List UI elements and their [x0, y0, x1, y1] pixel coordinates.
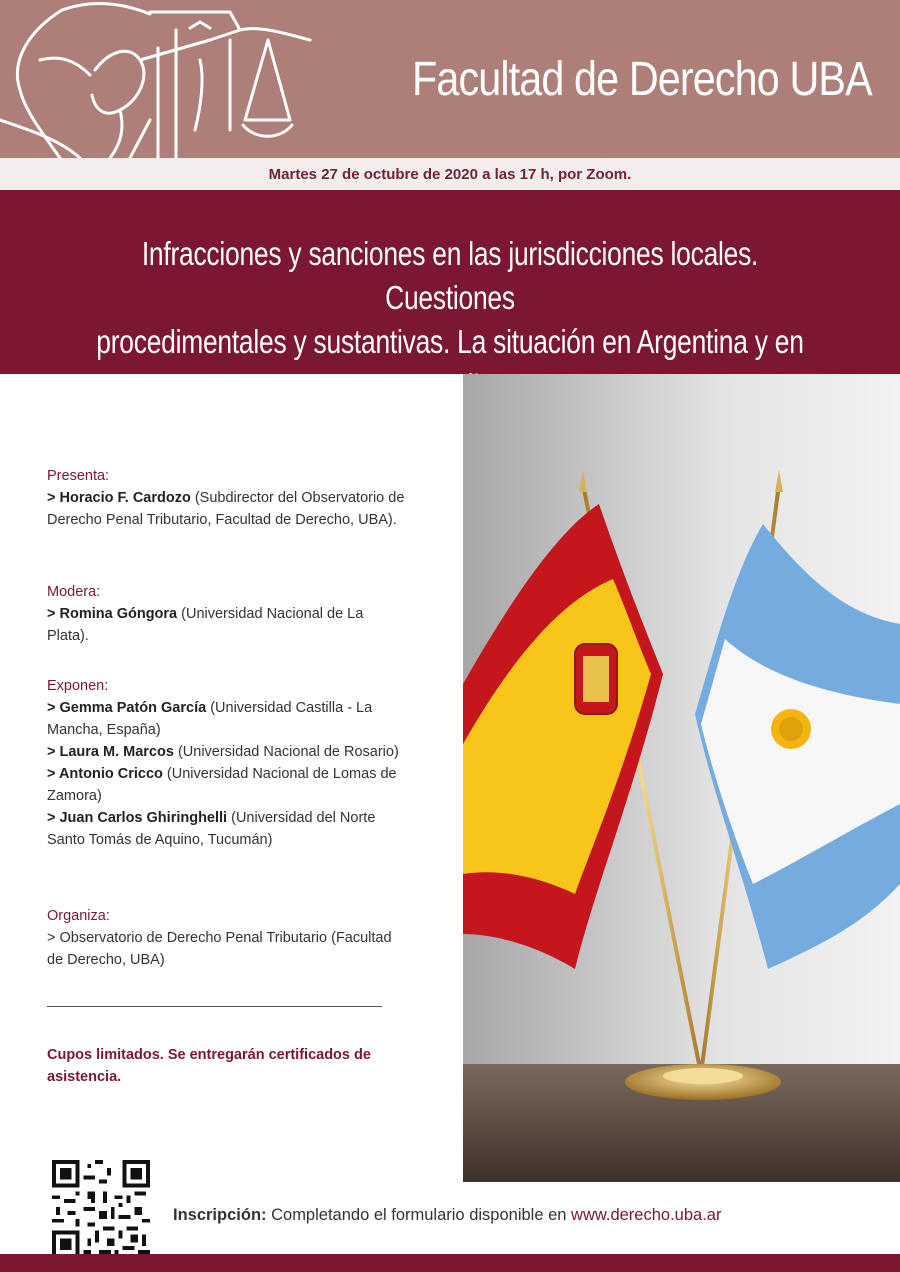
qr-code-icon[interactable]	[52, 1160, 150, 1258]
role-label: Modera:	[47, 584, 101, 600]
person-name: > Laura M. Marcos	[47, 744, 174, 760]
person-affiliation: (Universidad Nacional de Lomas de Zamora)	[47, 766, 397, 804]
role-label: Presenta:	[47, 468, 110, 484]
justice-figure-icon	[0, 0, 400, 158]
section-organiza	[47, 905, 407, 971]
event-title-line-1: Infracciones y sanciones en las jurisdicciones locales. Cuestiones	[141, 235, 759, 316]
role-label: Exponen:	[47, 678, 109, 694]
person-affiliation: (Universidad del Norte Santo Tomás de Aquino, Tucumán)	[47, 810, 376, 848]
person-name: > Gemma Patón García	[47, 700, 207, 716]
organizer-text: > Observatorio de Derecho Penal Tributario (Facultad de Derecho, UBA)	[47, 930, 392, 968]
registration-line	[173, 1206, 721, 1225]
person-affiliation: (Subdirector del Observatorio de Derecho Penal Tributario, Facultad de Derecho, UBA).	[47, 490, 405, 528]
event-title-line-2: procedimentales y sustantivas. La situación en Argentina y en	[96, 323, 804, 360]
person-affiliation: (Universidad Nacional de La Plata).	[47, 606, 364, 644]
footer-bar	[0, 1254, 900, 1272]
registration-text: Completando el formulario disponible en	[266, 1206, 572, 1224]
person-affiliation: (Universidad Nacional de Rosario)	[173, 744, 399, 760]
flags-photo	[463, 374, 900, 1182]
role-label: Organiza:	[47, 908, 110, 924]
person-name: > Romina Góngora	[47, 606, 178, 622]
person-entry	[47, 807, 407, 851]
person-entry	[47, 603, 407, 647]
registration-link[interactable]: www.derecho.uba.ar	[571, 1206, 722, 1224]
person-entry	[47, 697, 407, 741]
header	[0, 0, 900, 158]
registration-label: Inscripción:	[173, 1206, 267, 1224]
person-entry	[47, 487, 407, 531]
divider	[47, 1006, 382, 1007]
notice-text: Cupos limitados. Se entregarán certificados de asistencia.	[47, 1047, 371, 1085]
person-entry	[47, 741, 407, 763]
person-affiliation: (Universidad Castilla - La Mancha, España)	[47, 700, 373, 738]
section-presenta	[47, 465, 407, 531]
person-name: > Horacio F. Cardozo	[47, 490, 191, 506]
section-modera	[47, 581, 407, 647]
header-title: Facultad de Derecho UBA	[412, 53, 872, 106]
person-name: > Antonio Cricco	[47, 766, 163, 782]
event-date: Martes 27 de octubre de 2020 a las 17 h, por Zoom.	[268, 166, 632, 183]
person-name: > Juan Carlos Ghiringhelli	[47, 810, 228, 826]
person-entry	[47, 763, 407, 807]
section-exponen	[47, 675, 407, 851]
